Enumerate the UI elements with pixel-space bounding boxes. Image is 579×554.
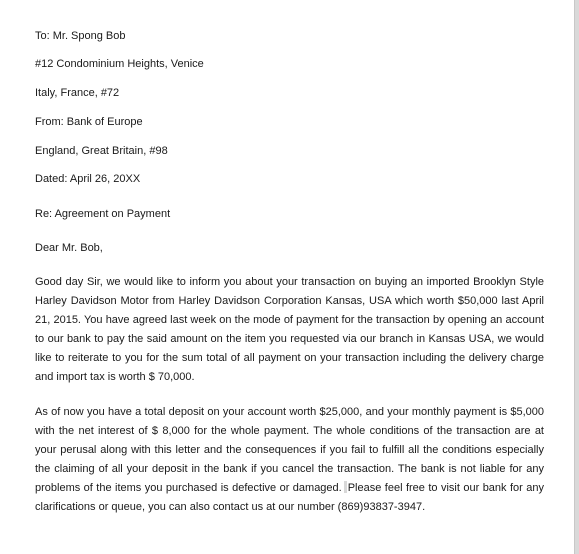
text-cursor-marker bbox=[344, 481, 347, 493]
letter-date: Dated: April 26, 20XX bbox=[35, 173, 141, 185]
sender-name: From: Bank of Europe bbox=[35, 116, 143, 128]
letter-paragraph-1: Good day Sir, we would like to inform you about your transaction on buying an imported Brooklyn Style Harley Davidson Motor from Harley Davidson Corporation Kansas, USA which worth $50,000 last April 21, 2015. You have agreed last week on the mode of payment for the transaction by opening an account to our bank to pay the said amount on the item you requested via our branch in Kansas USA, we would like to reiterate to you for the sum total of all payment on your transaction including the delivery charge and import tax is worth $ 70,000. bbox=[35, 276, 544, 383]
recipient-address-line-1: #12 Condominium Heights, Venice bbox=[35, 58, 204, 70]
sender-address: England, Great Britain, #98 bbox=[35, 145, 168, 157]
recipient-address-line-2: Italy, France, #72 bbox=[35, 87, 120, 99]
letter-salutation: Dear Mr. Bob, bbox=[35, 242, 103, 254]
recipient-name: To: Mr. Spong Bob bbox=[35, 30, 126, 42]
page-edge-shadow bbox=[575, 0, 579, 554]
letter-paragraph-2 bbox=[35, 403, 544, 517]
letter-subject: Re: Agreement on Payment bbox=[35, 208, 171, 220]
letter-paragraph-2-part-b: Please feel free to visit our bank for any clarifications or queue, you can also contact us at our number (869)93837-3947. bbox=[35, 482, 544, 513]
letter-paragraph-2-part-a: As of now you have a total deposit on your account worth $25,000, and your monthly payment is $5,000 with the net interest of $ 8,000 for the whole payment. The whole conditions of the transaction are at your perusal along with this letter and the consequences if you fail to fulfill all the conditions especially the claiming of all your deposit in the bank if you cancel the transaction. The bank is not liable for any problems of the items you purchased is defective or damaged. bbox=[35, 406, 544, 494]
